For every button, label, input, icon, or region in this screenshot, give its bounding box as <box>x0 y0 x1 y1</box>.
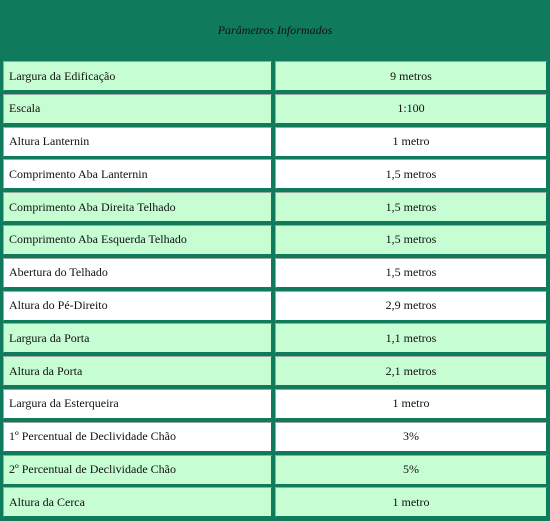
row-label: Abertura do Telhado <box>3 258 272 288</box>
row-value: 9 metros <box>275 61 547 91</box>
row-label: Altura da Cerca <box>3 487 272 517</box>
table-row <box>3 323 547 353</box>
row-value: 1,1 metros <box>275 323 547 353</box>
row-label: Altura Lanternin <box>3 127 272 157</box>
row-label: Comprimento Aba Direita Telhado <box>3 192 272 222</box>
row-value: 2,1 metros <box>275 356 547 386</box>
row-value: 1,5 metros <box>275 192 547 222</box>
table-row <box>3 159 547 189</box>
table-row <box>3 422 547 452</box>
row-value: 1 metro <box>275 127 547 157</box>
row-value: 1,5 metros <box>275 225 547 255</box>
row-label: Altura do Pé-Direito <box>3 291 272 321</box>
row-value: 2,9 metros <box>275 291 547 321</box>
row-label: Comprimento Aba Esquerda Telhado <box>3 225 272 255</box>
row-label: 2º Percentual de Declividade Chão <box>3 455 272 485</box>
table-row <box>3 127 547 157</box>
table-row <box>3 291 547 321</box>
table-body <box>3 61 547 520</box>
row-label: Largura da Edificação <box>3 61 272 91</box>
table-title: Parâmetros Informados <box>217 23 333 37</box>
row-value: 1 metro <box>275 487 547 517</box>
table-row <box>3 487 547 517</box>
row-label: 1º Percentual de Declividade Chão <box>3 422 272 452</box>
row-label: Altura da Porta <box>3 356 272 386</box>
row-value: 3% <box>275 422 547 452</box>
row-value: 1 metro <box>275 389 547 419</box>
row-label: Largura da Porta <box>3 323 272 353</box>
table-row <box>3 455 547 485</box>
row-label: Escala <box>3 94 272 124</box>
row-value: 5% <box>275 455 547 485</box>
table-row <box>3 356 547 386</box>
table-row <box>3 225 547 255</box>
table-row <box>3 192 547 222</box>
row-value: 1,5 metros <box>275 258 547 288</box>
table-row <box>3 94 547 124</box>
table-row <box>3 61 547 91</box>
table-row <box>3 389 547 419</box>
row-value: 1:100 <box>275 94 547 124</box>
row-label: Largura da Esterqueira <box>3 389 272 419</box>
row-value: 1,5 metros <box>275 159 547 189</box>
row-label: Comprimento Aba Lanternin <box>3 159 272 189</box>
table-row <box>3 258 547 288</box>
